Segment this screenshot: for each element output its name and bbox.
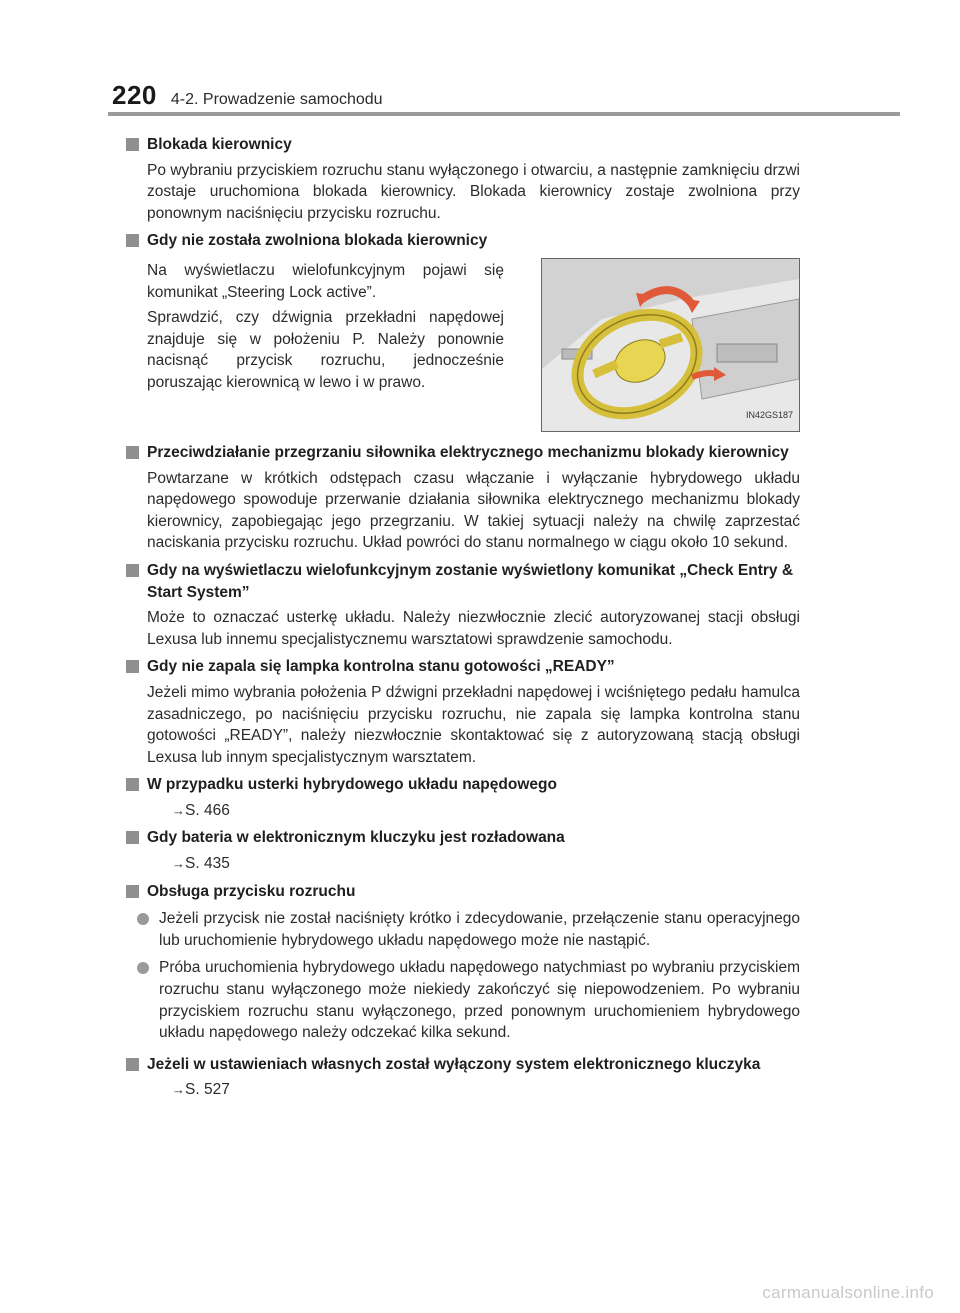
steering-wheel-illustration [541, 258, 800, 432]
bullet-item: Próba uruchomienia hybrydowego układu napędowego natychmiast po wybraniu przyciskiem rozruchu stanu wyłączonego może niekiedy zakończyć się niepowodzeniem. Po wybraniu przyciskiem rozruchu stanu wyłączonego, przed ponownym uruchomieniem hybrydowego układu napędowego należy odczekać kilka sekund. [126, 957, 800, 1043]
heading-start-button-operation: Obsługa przycisku rozruchu [126, 881, 800, 903]
paragraph-check-entry-message: Może to oznaczać usterkę układu. Należy niezwłocznie zlecić autoryzowanej stacji obsługi Lexusa lub innemu specjalistycznemu warsztatowi sprawdzenie samochodu. [147, 609, 800, 648]
figure-row [126, 256, 800, 432]
bullet-item: Jeżeli przycisk nie został naciśnięty krótko i zdecydowanie, przełączenie stanu operacyjnego lub uruchomienie hybrydowego układu napędowego może nie nastąpić. [126, 908, 800, 951]
page-number: 220 [112, 80, 157, 110]
paragraph-ready-lamp: Jeżeli mimo wybrania położenia P dźwigni przekładni napędowej i wciśniętego pedału hamulca zasadniczego, po naciśnięciu przycisku rozruchu, nie zapala się lampka kontrolna stanu gotowości „READY”, należy niezwłocznie skontaktować się z autoryzowaną stacją obsługi Lexusa lub innym specjalistycznym warsztatem. [147, 683, 800, 766]
heading-lock-not-released: Gdy nie została zwolniona blokada kierownicy [126, 230, 800, 252]
page-reference [126, 800, 800, 822]
paragraph-overheat-prevention: Powtarzane w krótkich odstępach czasu włączanie i wyłączanie hybrydowego układu napędowego spowoduje przerwanie działania siłownika elektrycznego mechanizmu blokady kierownicy, zapobiegając jego przegrzaniu. W takiej sytuacji należy na chwilę zaprzestać naciskania przycisku rozruchu. Układ powróci do stanu normalnego w ciągu około 10 sekund. [147, 469, 800, 552]
watermark: carmanualsonline.info [762, 1283, 934, 1302]
paragraph-steering-lock-message: Na wyświetlaczu wielofunkcyjnym pojawi się komunikat „Steering Lock active”. [147, 261, 504, 301]
arrow-icon: → [172, 802, 185, 818]
reference-text: S. 435 [185, 855, 230, 873]
heading-hybrid-malfunction: W przypadku usterki hybrydowego układu napędowego [126, 774, 800, 796]
reference-text: S. 466 [185, 801, 230, 819]
heading-steering-lock: Blokada kierownicy [126, 134, 800, 156]
section-title: 4-2. Prowadzenie samochodu [170, 91, 383, 108]
heading-check-entry-message: Gdy na wyświetlaczu wielofunkcyjnym zostanie wyświetlony komunikat „Check Entry & Start System” [126, 560, 800, 603]
reference-text: S. 527 [185, 1081, 230, 1099]
header-rule [108, 112, 900, 116]
page-reference [126, 853, 800, 875]
figure-code: IN42GS187 [745, 410, 793, 421]
heading-smart-key-disabled: Jeżeli w ustawieniach własnych został wyłączony system elektronicznego kluczyka [126, 1054, 800, 1076]
page-header [112, 80, 383, 111]
paragraph-check-shift-lever: Sprawdzić, czy dźwignia przekładni napędowej znajduje się w położeniu P. Należy ponownie nacisnąć przycisk rozruchu, jednocześnie poruszając kierownicą w lewo i w prawo. [147, 309, 504, 391]
arrow-icon: → [172, 856, 185, 872]
arrow-icon: → [172, 1082, 185, 1098]
page-content [126, 128, 800, 1103]
heading-key-battery: Gdy bateria w elektronicznym kluczyku jest rozładowana [126, 827, 800, 849]
heading-ready-lamp: Gdy nie zapala się lampka kontrolna stanu gotowości „READY” [126, 656, 800, 678]
heading-overheat-prevention: Przeciwdziałanie przegrzaniu siłownika elektrycznego mechanizmu blokady kierownicy [126, 442, 800, 464]
page-reference [126, 1079, 800, 1101]
figure-text [126, 256, 504, 432]
paragraph-steering-lock: Po wybraniu przyciskiem rozruchu stanu wyłączonego i otwarciu, a następnie zamknięciu drzwi zostaje uruchomiona blokada kierownicy. Blokada kierownicy zostaje zwolniona przy ponownym naciśnięciu przycisku rozruchu. [147, 161, 800, 222]
